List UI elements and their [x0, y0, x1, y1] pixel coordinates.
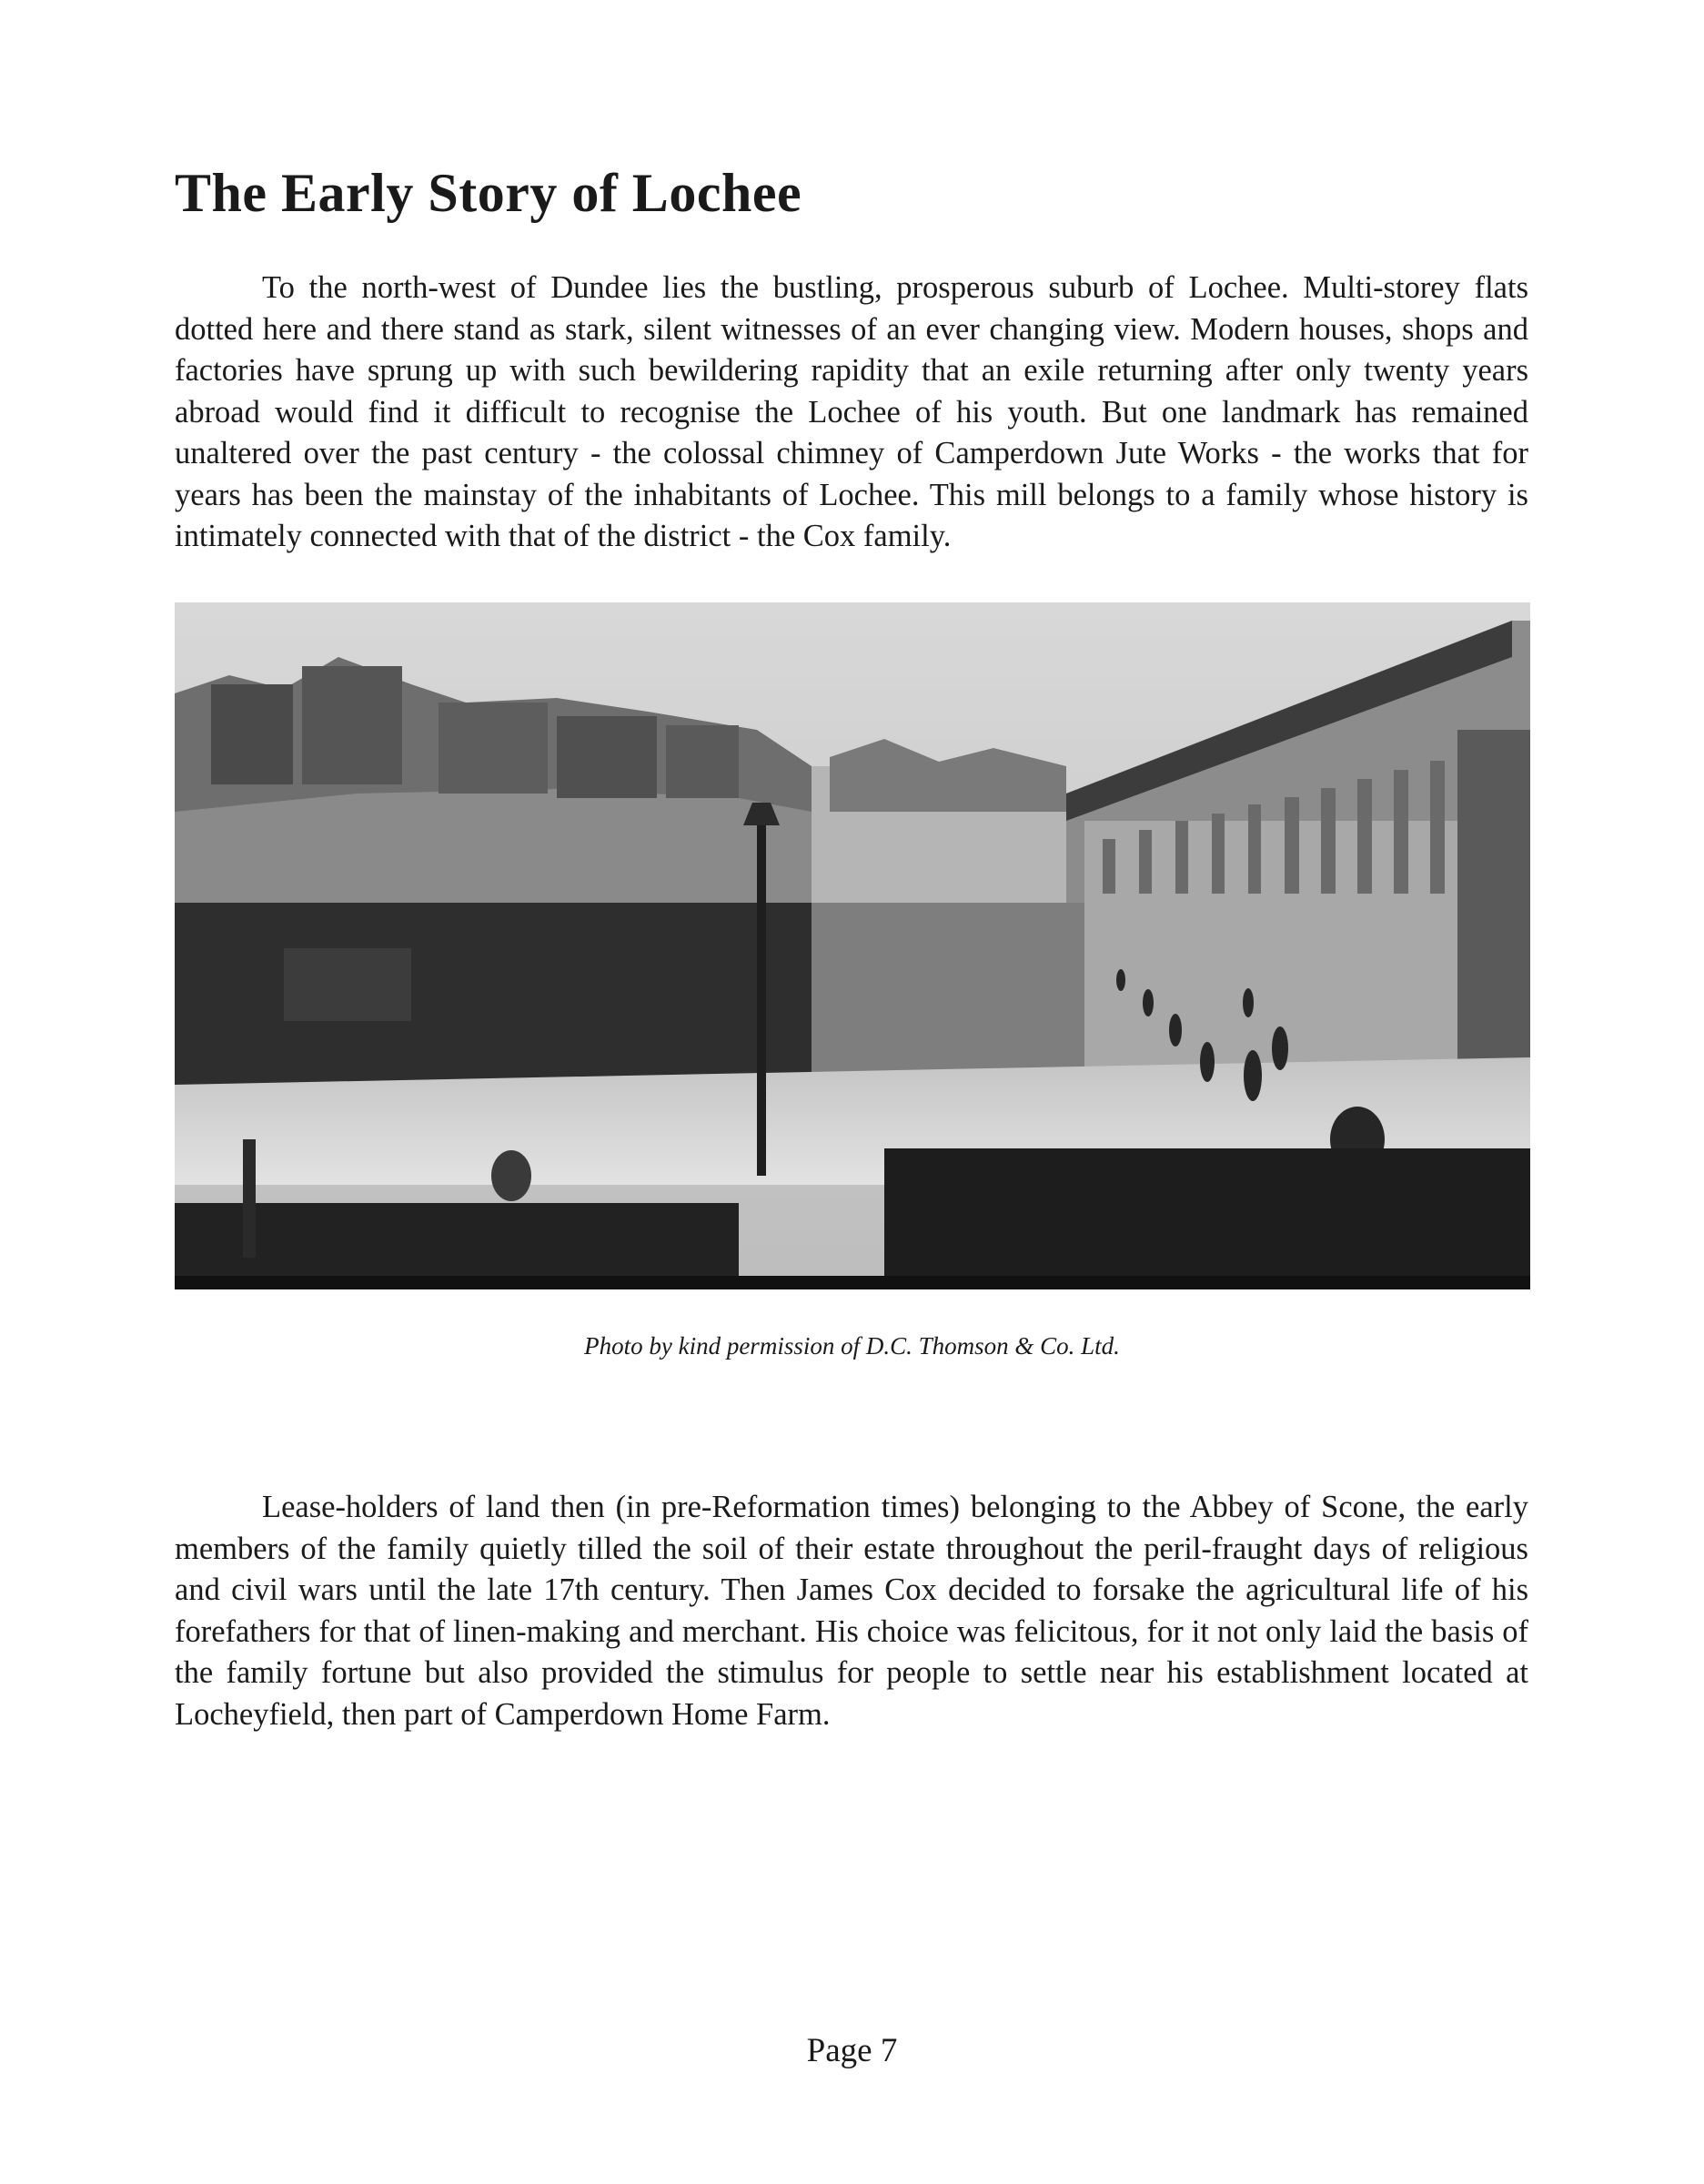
page-number: Page 7: [806, 2032, 898, 2069]
history-paragraph: Lease-holders of land then (in pre-Reformation times) belonging to the Abbey of Scone, the early members of the family quietly tilled the soil of their estate throughout the peril-fraught days of religious and civil wars until the late 17th century. Then James Cox decided to forsake the agricultural life of his forefathers for that of linen-making and merchant. His choice was felicitous, for it not only laid the basis of the family fortune but also provided the stimulus for people to settle near his establishment located at Locheyfield, then part of Camperdown Home Farm.: [175, 1490, 1528, 1732]
intro-paragraph: To the north-west of Dundee lies the bustling, prosperous suburb of Lochee. Multi-storey flats dotted here and there stand as stark, silent witnesses of an ever changing view. Modern houses, shops and factories have sprung up with such bewildering rapidity that an exile returning after only twenty years abroad would find it difficult to recognise the Lochee of his youth. But one landmark has remained unaltered over the past century - the colossal chimney of Camperdown Jute Works - the works that for years has been the mainstay of the inhabitants of Lochee. This mill belongs to a family whose history is intimately connected with that of the district - the Cox family.: [175, 270, 1528, 553]
historic-street-photo: [175, 602, 1530, 1289]
street-scene-illustration: [175, 602, 1530, 1289]
photo-caption: Photo by kind permission of D.C. Thomson & Co. Ltd.: [584, 1332, 1120, 1360]
page-title: The Early Story of Lochee: [175, 163, 802, 223]
